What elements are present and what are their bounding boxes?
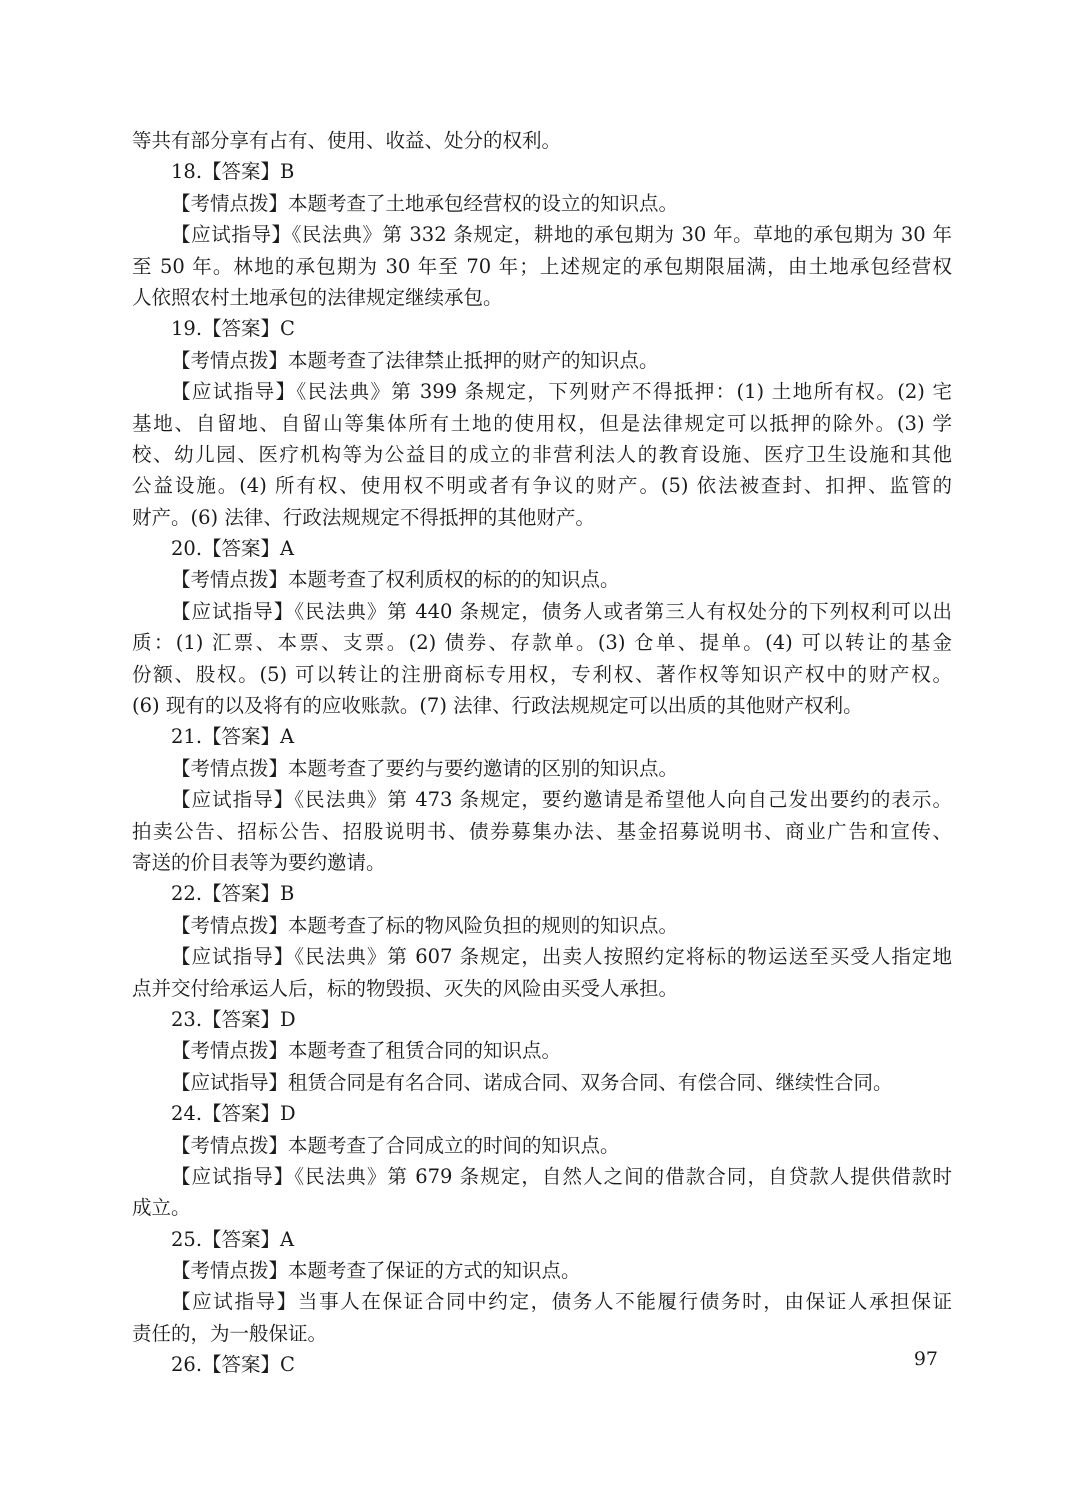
text-line: 20.【答案】A xyxy=(171,537,295,561)
text-line: 25.【答案】A xyxy=(171,1227,295,1251)
text-line: 【应试指导】租赁合同是有名合同、诺成合同、双务合同、有偿合同、继续性合同。 xyxy=(171,1070,893,1094)
text-line: 22.【答案】B xyxy=(171,882,295,906)
text-line: 基地、自留地、自留山等集体所有土地的使用权，但是法律规定可以抵押的除外。(3) 学 xyxy=(132,411,952,435)
text-line: 【考情点拨】本题考查了标的物风险负担的规则的知识点。 xyxy=(171,913,679,937)
page-number: 97 xyxy=(913,1348,938,1370)
text-line: 19.【答案】C xyxy=(171,317,295,341)
text-line: 至 50 年。林地的承包期为 30 年至 70 年；上述规定的承包期限届满，由土地承包经营权 xyxy=(132,254,952,278)
page-body xyxy=(132,125,952,1381)
text-line: 公益设施。(4) 所有权、使用权不明或者有争议的财产。(5) 依法被查封、扣押、监管的 xyxy=(132,474,952,498)
text-line: 拍卖公告、招标公告、招股说明书、债券募集办法、基金招募说明书、商业广告和宣传、 xyxy=(132,819,952,843)
text-line: 【应试指导】《民法典》第 332 条规定，耕地的承包期为 30 年。草地的承包期为 30 年 xyxy=(171,223,952,247)
text-line: 校、幼儿园、医疗机构等为公益目的成立的非营利法人的教育设施、医疗卫生设施和其他 xyxy=(132,442,952,466)
text-line: 【应试指导】《民法典》第 473 条规定，要约邀请是希望他人向自己发出要约的表示。 xyxy=(171,788,952,812)
text-line: 财产。(6) 法律、行政法规规定不得抵押的其他财产。 xyxy=(132,505,595,529)
text-line: 23.【答案】D xyxy=(171,1007,296,1031)
text-line: 寄送的价目表等为要约邀请。 xyxy=(132,850,386,874)
text-line: 【考情点拨】本题考查了权利质权的标的的知识点。 xyxy=(171,568,620,592)
text-line: 责任的，为一般保证。 xyxy=(132,1321,328,1345)
text-line: 【考情点拨】本题考查了合同成立的时间的知识点。 xyxy=(171,1133,620,1157)
text-line: 【考情点拨】本题考查了土地承包经营权的设立的知识点。 xyxy=(171,191,679,215)
text-line: 21.【答案】A xyxy=(171,725,295,749)
text-line: 26.【答案】C xyxy=(171,1353,295,1377)
text-line: 人依照农村土地承包的法律规定继续承包。 xyxy=(132,285,503,309)
text-line: 【考情点拨】本题考查了保证的方式的知识点。 xyxy=(171,1259,581,1283)
text-line: 点并交付给承运人后，标的物毁损、灭失的风险由买受人承担。 xyxy=(132,976,679,1000)
text-line: 【应试指导】《民法典》第 399 条规定，下列财产不得抵押：(1) 土地所有权。(2) 宅 xyxy=(171,380,952,404)
text-line: 【考情点拨】本题考查了法律禁止抵押的财产的知识点。 xyxy=(171,348,659,372)
text-line: 【应试指导】《民法典》第 440 条规定，债务人或者第三人有权处分的下列权利可以出 xyxy=(171,599,952,623)
text-line: 【考情点拨】本题考查了要约与要约邀请的区别的知识点。 xyxy=(171,756,679,780)
text-line: 24.【答案】D xyxy=(171,1102,296,1126)
text-line: 18.【答案】B xyxy=(171,160,295,184)
text-line: 【应试指导】《民法典》第 607 条规定，出卖人按照约定将标的物运送至买受人指定地 xyxy=(171,945,952,969)
text-line: 份额、股权。(5) 可以转让的注册商标专用权，专利权、著作权等知识产权中的财产权。 xyxy=(132,662,952,686)
text-line: 【应试指导】当事人在保证合同中约定，债务人不能履行债务时，由保证人承担保证 xyxy=(171,1290,952,1314)
text-line: 【应试指导】《民法典》第 679 条规定，自然人之间的借款合同，自贷款人提供借款时 xyxy=(171,1164,952,1188)
text-line: 成立。 xyxy=(132,1196,191,1220)
text-line: (6) 现有的以及将有的应收账款。(7) 法律、行政法规规定可以出质的其他财产权利。 xyxy=(132,694,863,718)
text-line: 【考情点拨】本题考查了租赁合同的知识点。 xyxy=(171,1039,562,1063)
text-line: 质：(1) 汇票、本票、支票。(2) 债券、存款单。(3) 仓单、提单。(4) 可以转让的基金 xyxy=(132,631,952,655)
text-line: 等共有部分享有占有、使用、收益、处分的权利。 xyxy=(132,129,562,152)
